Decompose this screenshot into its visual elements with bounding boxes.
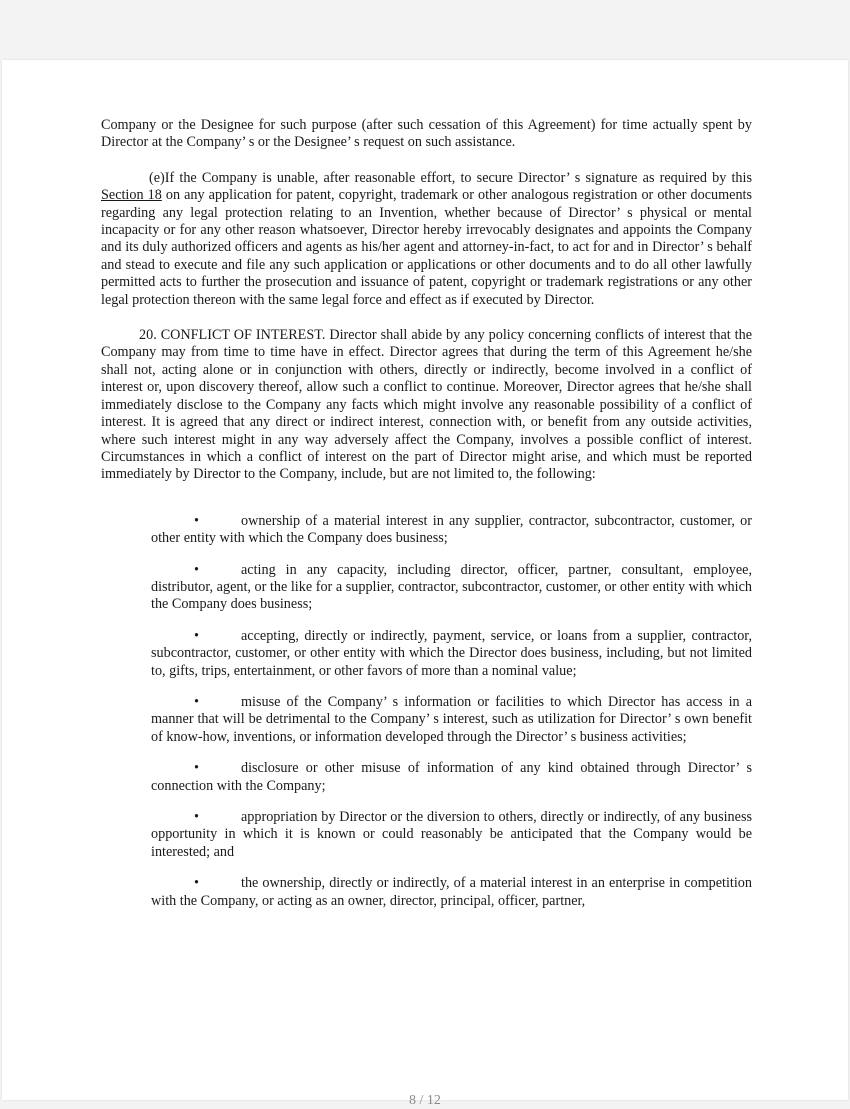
document-page [2,60,848,1108]
section-18-link[interactable]: Section 18 [101,187,162,204]
bullet-icon: • [194,561,199,578]
list-item [151,562,752,614]
list-item-text: accepting, directly or indirectly, payment, service, or loans from a supplier, contractor, subcontractor, customer, or other entity with which the Director does business, including, but not limited to, gifts, trips, entertainment, or other favors of more than a nominal value; [151,627,752,679]
list-item [151,760,752,795]
list-item [151,513,752,548]
paragraph-conflict-of-interest: 20. CONFLICT OF INTEREST. Director shall abide by any policy concerning conflicts of interest that the Company may from time to time have in effect. Director agrees that during the term of this Agreement he/she shall not, acting alone or in conjunction with others, directly or indirectly, become involved in a conflict of interest or, upon discovery thereof, allow such a conflict to continue. Moreover, Director agrees that he/she shall immediately disclose to the Company any facts which might involve any reasonable possibility of a conflict of interest. It is agreed that any direct or indirect interest, connection with, or benefit from any outside activities, where such interest might in any way adversely affect the Company, involves a possible conflict of interest. Circumstances in which a conflict of interest on the part of Director might arise, and which must be reported immediately by Director to the Company, include, but are not limited to, the following: [101,327,752,483]
list-item [151,875,752,910]
page-indicator: 8 / 12 [409,1093,441,1108]
paragraph-text: on any application for patent, copyright, trademark or other analogous registration or other documents regarding any legal protection relating to an Invention, whether because of Director’ s physical or mental incapacity or for any other reason whatsoever, Director hereby irrevocably designates and appoints the Company and its duly authorized officers and agents as his/her agent and attorney-in-fact, to act for and in Director’ s behalf and stead to execute and file any such application or applications or other documents and to do all other lawfully permitted acts to further the prosecution and issuance of patent, copyright or trademark registrations or any other legal protection thereon with the same legal force and effect as if executed by Director. [101,187,753,308]
list-item-text: disclosure or other misuse of information of any kind obtained through Director’ s connection with the Company; [151,760,752,794]
list-item-text: misuse of the Company’ s information or facilities to which Director has access in a manner that will be detrimental to the Company’ s interest, such as utilization for Director’ s own benefit of know-how, inventions, or information developed through the Director’ s business activities; [151,693,752,745]
paragraph-attorney-in-fact [101,170,752,309]
list-item [151,809,752,861]
list-item-text: ownership of a material interest in any supplier, contractor, subcontractor, customer, or other entity with which the Company does business; [151,512,752,547]
document-body [101,117,752,924]
bullet-icon: • [194,627,199,644]
bullet-icon: • [194,875,199,892]
list-item-text: acting in any capacity, including director, officer, partner, consultant, employee, distributor, agent, or the like for a supplier, contractor, subcontractor, customer, or other entity with which the Company does business; [151,561,752,613]
paragraph-assistance: Company or the Designee for such purpose (after such cessation of this Agreement) for time actually spent by Director at the Company’ s or the Designee’ s request on such assistance. [101,117,752,151]
list-item [151,628,752,680]
bullet-icon: • [194,693,199,710]
bullet-list [151,513,752,910]
list-item-text: appropriation by Director or the diversion to others, directly or indirectly, of any business opportunity in which it is known or could reasonably be anticipated that the Company would be interested; and [151,809,752,860]
list-item-text: the ownership, directly or indirectly, of a material interest in an enterprise in competition with the Company, or acting as an owner, director, principal, officer, partner, [151,875,752,909]
bullet-icon: • [194,760,199,777]
paragraph-text: (e)If the Company is unable, after reasonable effort, to secure Director’ s signature as required by this [149,169,752,186]
bullet-icon: • [194,809,199,825]
list-item [151,694,752,746]
bullet-icon: • [194,512,199,529]
